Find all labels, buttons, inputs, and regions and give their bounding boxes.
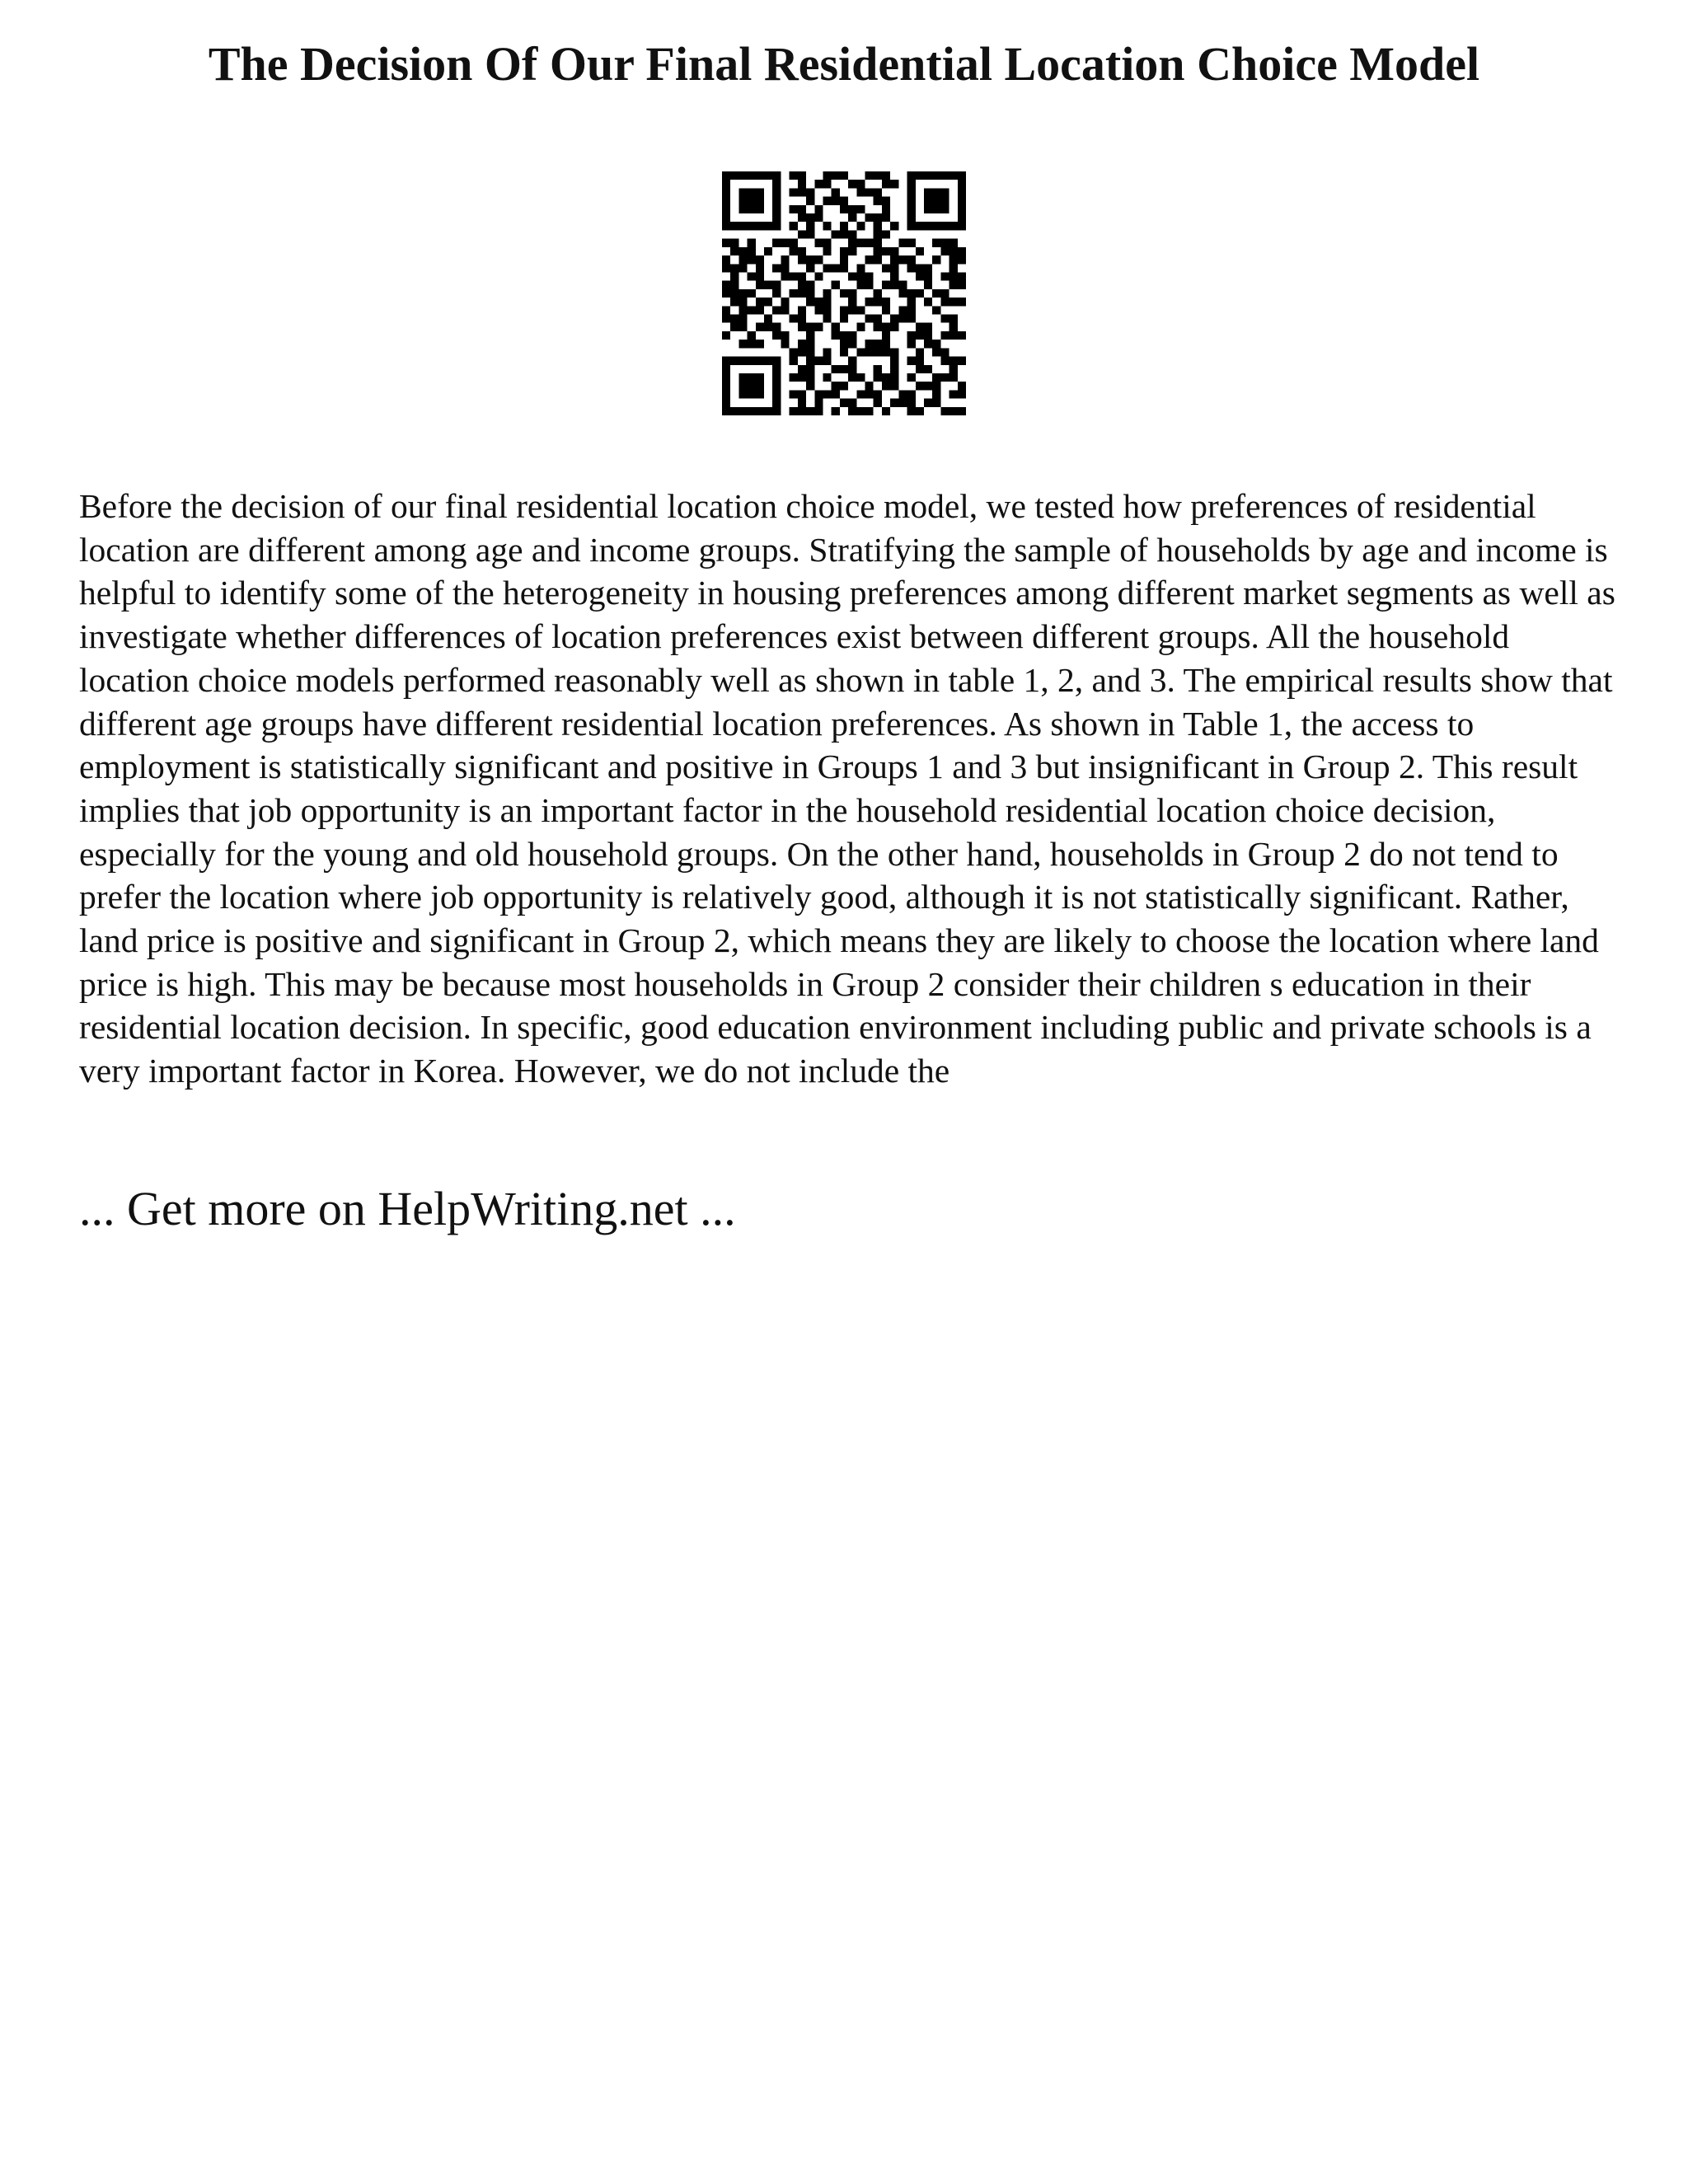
body-paragraph: Before the decision of our final residential location choice model, we tested how preferences of residential location are different among age and income groups. Stratifying the sample of households by age and income is helpful to identify some of the heterogeneity in housing preferences among different market segments as well as investigate whether differences of location preferences exist between different groups. All the household location choice models performed reasonably well as shown in table 1, 2, and 3. The empirical results show that different age groups have different residential location preferences. As shown in Table 1, the access to employment is statistically significant and positive in Groups 1 and 3 but insignificant in Group 2. This result implies that job opportunity is an important factor in the household residential location choice decision, especially for the young and old household groups. On the other hand, households in Group 2 do not tend to prefer the location where job opportunity is relatively good, although it is not statistically significant. Rather, land price is positive and significant in Group 2, which means they are likely to choose the location where land price is high. This may be because most households in Group 2 consider their children s education in their residential location decision. In specific, good education environment including public and private schools is a very important factor in Korea. However, we do not include the: [79, 487, 1615, 1090]
document-title: The Decision Of Our Final Residential Location Choice Model: [208, 37, 1480, 91]
get-more-link[interactable]: ... Get more on HelpWriting.net ...: [79, 1182, 736, 1235]
qr-code-icon: [722, 171, 966, 415]
